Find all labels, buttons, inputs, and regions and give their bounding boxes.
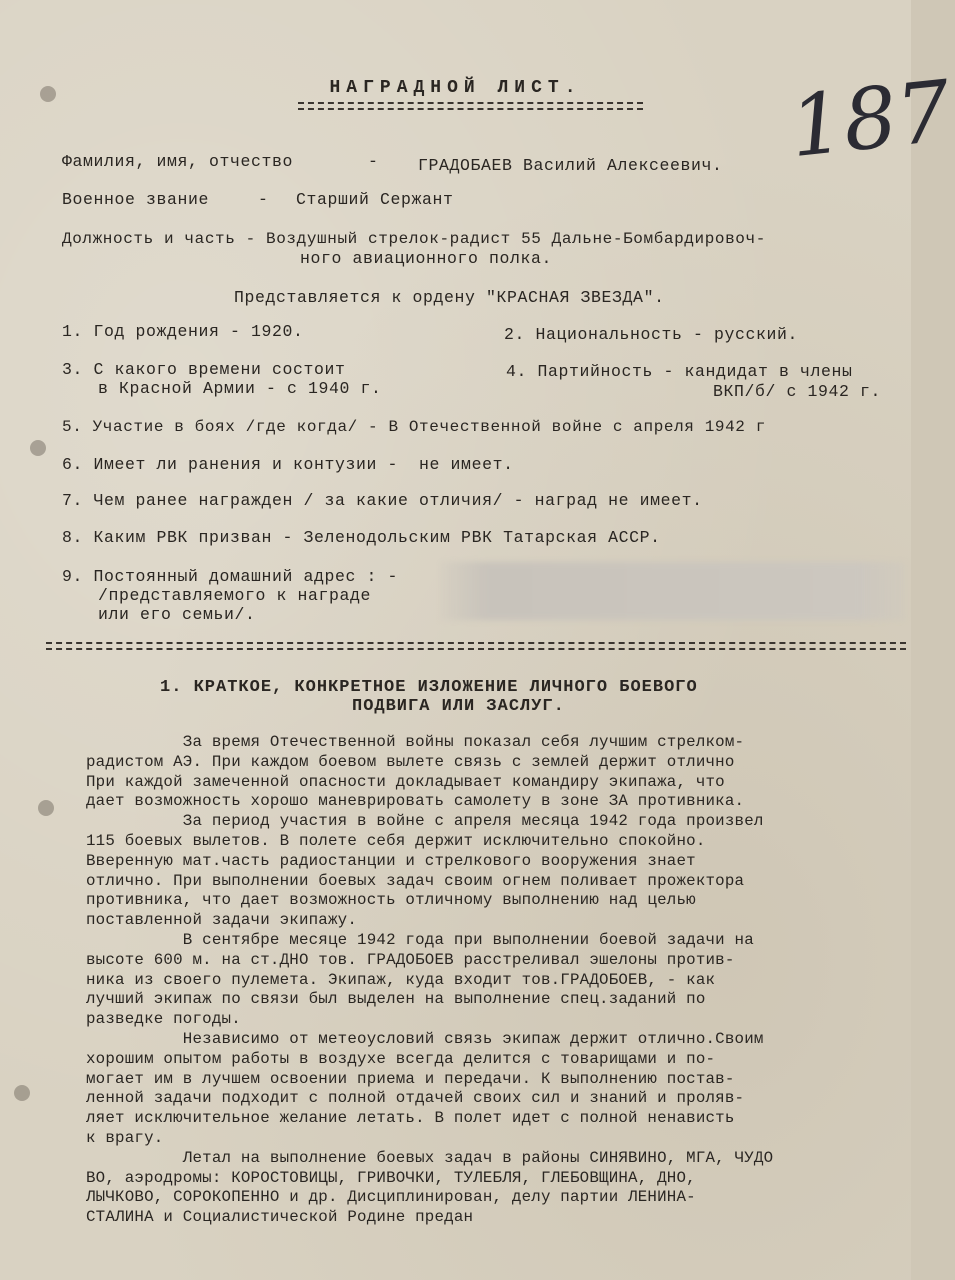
narrative-line: ляет исключительное желание летать. В полет идет с полной ненависть bbox=[86, 1109, 735, 1128]
item-8: 8. Каким РВК призван - Зеленодольским РВК Татарская АССР. bbox=[62, 528, 661, 547]
rank-dash: - bbox=[258, 190, 269, 209]
narrative-line: к врагу. bbox=[86, 1128, 164, 1147]
section-title-line-2: ПОДВИГА ИЛИ ЗАСЛУГ. bbox=[352, 697, 565, 716]
narrative-line: могает им в лучшем освоении приема и передачи. К выполнению постав- bbox=[86, 1069, 735, 1088]
narrative-line: радистом АЭ. При каждом боевом вылете связь с землей держит отлично bbox=[86, 752, 735, 771]
narrative-line: лучший экипаж по связи был выделен на выполнение спец.заданий по bbox=[86, 990, 706, 1009]
rank-value: Старший Сержант bbox=[296, 190, 454, 209]
narrative-line: В сентябре месяце 1942 года при выполнении боевой задачи на bbox=[86, 930, 754, 949]
narrative-line: противника, что дает возможность отличному выполнению над целью bbox=[86, 891, 696, 910]
item-1: 1. Год рождения - 1920. bbox=[62, 322, 304, 341]
position-line-2: ного авиационного полка. bbox=[300, 249, 553, 268]
narrative-line: Летал на выполнение боевых задач в районы СИНЯВИНО, МГА, ЧУДО bbox=[86, 1148, 774, 1167]
fio-dash: - bbox=[368, 152, 379, 171]
redacted-address-area bbox=[440, 562, 905, 620]
section-divider bbox=[46, 642, 906, 650]
punch-hole bbox=[30, 440, 46, 456]
punch-hole bbox=[14, 1085, 30, 1101]
title-underline bbox=[298, 102, 643, 110]
narrative-line: ВО, аэродромы: КОРОСТОВИЦЫ, ГРИВОЧКИ, ТУЛЕБЛЯ, ГЛЕБОВЩИНА, ДНО, bbox=[86, 1168, 696, 1187]
item-3-line-2: в Красной Армии - с 1940 г. bbox=[98, 379, 382, 398]
narrative-line: Независимо от метеоусловий связь экипаж держит отлично.Своим bbox=[86, 1029, 764, 1048]
fio-label: Фамилия, имя, отчество bbox=[62, 152, 294, 171]
handwritten-number: 187 bbox=[785, 61, 955, 177]
item-4-line-1: 4. Партийность - кандидат в члены bbox=[506, 362, 853, 381]
award-line: Представляется к ордену "КРАСНАЯ ЗВЕЗДА". bbox=[234, 288, 665, 307]
narrative-line: 115 боевых вылетов. В полете себя держит исключительно спокойно. bbox=[86, 831, 706, 850]
narrative-line: Вверенную мат.часть радиостанции и стрелкового вооружения знает bbox=[86, 851, 696, 870]
narrative-line: При каждой замеченной опасности докладывает командиру экипажа, что bbox=[86, 772, 725, 791]
document-title: НАГРАДНОЙ ЛИСТ. bbox=[329, 78, 582, 98]
narrative-line: дает возможность хорошо маневрировать самолету в зоне ЗА противника. bbox=[86, 792, 745, 811]
narrative-line: ленной задачи подходит с полной отдачей своих сил и знаний и проляв- bbox=[86, 1089, 745, 1108]
narrative-line: отлично. При выполнении боевых задач своим огнем поливает прожектора bbox=[86, 871, 745, 890]
item-9-line-2: /представляемого к награде bbox=[98, 586, 372, 605]
item-3-line-1: 3. С какого времени состоит bbox=[62, 360, 346, 379]
narrative-line: ника из своего пулемета. Экипаж, куда входит тов.ГРАДОБОЕВ, - как bbox=[86, 970, 716, 989]
narrative-line: ЛЫЧКОВО, СОРОКОПЕННО и др. Дисциплинирован, делу партии ЛЕНИНА- bbox=[86, 1188, 696, 1207]
item-4-line-2: ВКП/б/ с 1942 г. bbox=[713, 382, 882, 401]
item-9-line-3: или его семьи/. bbox=[98, 605, 256, 624]
section-title-line-1: 1. КРАТКОЕ, КОНКРЕТНОЕ ИЗЛОЖЕНИЕ ЛИЧНОГО БОЕВОГО bbox=[160, 678, 698, 697]
narrative-line: За период участия в войне с апреля месяца 1942 года произвел bbox=[86, 812, 764, 831]
position-line-1: Должность и часть - Воздушный стрелок-радист 55 Дальне-Бомбардировоч- bbox=[62, 230, 766, 248]
narrative-line: За время Отечественной войны показал себя лучшим стрелком- bbox=[86, 733, 745, 751]
narrative-line: хорошим опытом работы в воздухе всегда делится с товарищами и по- bbox=[86, 1049, 716, 1068]
award-narrative bbox=[86, 733, 773, 1228]
narrative-line: поставленной задачи экипажу. bbox=[86, 911, 358, 930]
narrative-line: высоте 600 м. на ст.ДНО тов. ГРАДОБОЕВ расстреливал эшелоны против- bbox=[86, 950, 735, 969]
narrative-line: разведке погоды. bbox=[86, 1010, 241, 1029]
item-2: 2. Национальность - русский. bbox=[504, 325, 799, 344]
item-9-line-1: 9. Постоянный домашний адрес : - bbox=[62, 567, 399, 586]
item-6: 6. Имеет ли ранения и контузии - не имеет. bbox=[62, 455, 514, 474]
punch-hole bbox=[38, 800, 54, 816]
fio-value: ГРАДОБАЕВ Василий Алексеевич. bbox=[418, 156, 723, 175]
item-5: 5. Участие в боях /где когда/ - В Отечественной войне с апреля 1942 г bbox=[62, 418, 766, 436]
item-7: 7. Чем ранее награжден / за какие отличия/ - наград не имеет. bbox=[62, 491, 703, 510]
narrative-line: СТАЛИНА и Социалистической Родине предан bbox=[86, 1208, 474, 1227]
rank-label: Военное звание bbox=[62, 190, 210, 209]
